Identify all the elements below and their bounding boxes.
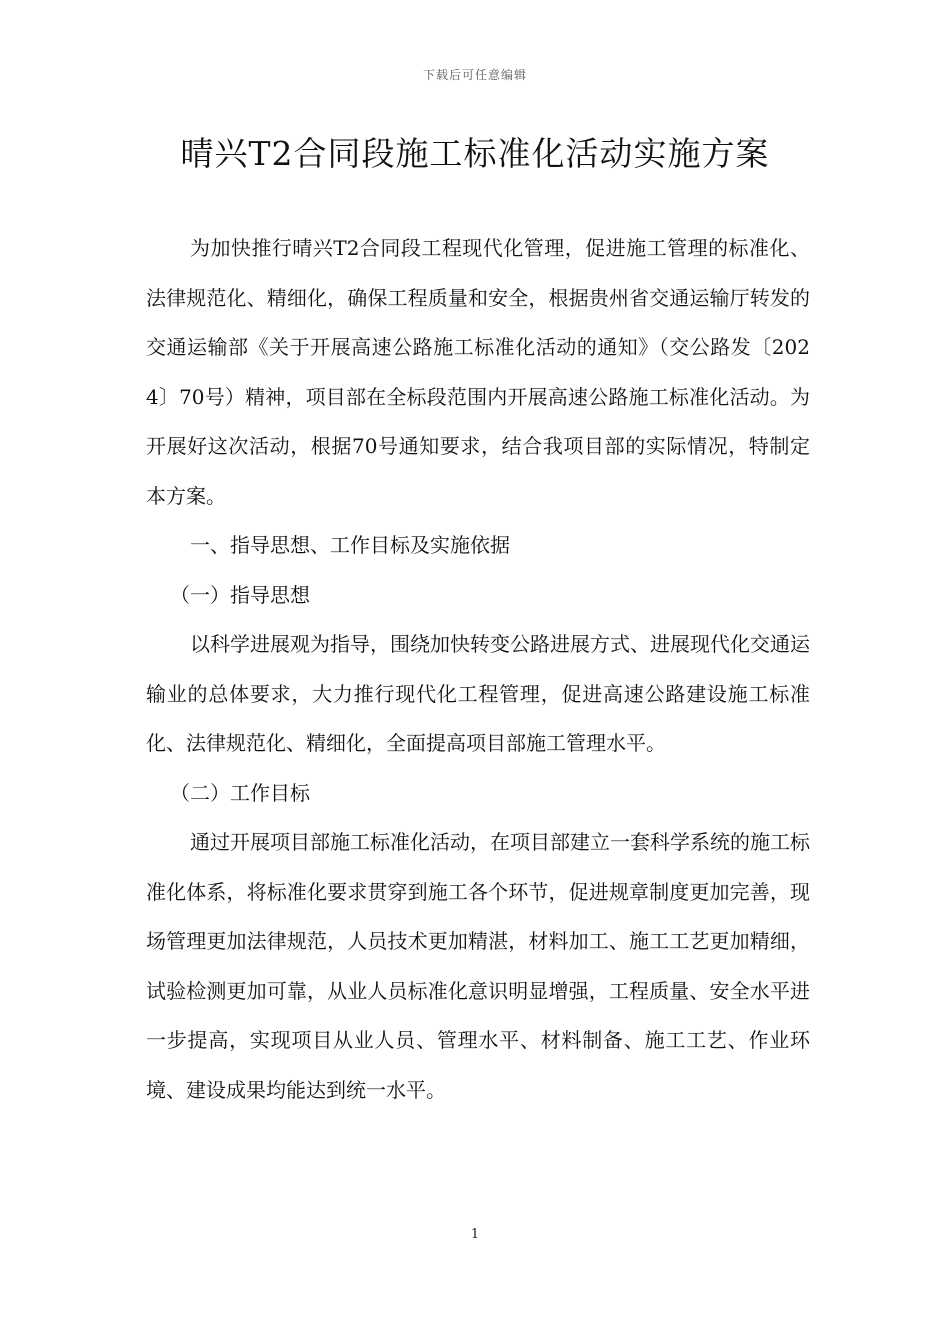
document-body (146, 224, 810, 1115)
subsection-heading-work-goal: （二）工作目标 (170, 780, 310, 805)
work-goal-paragraph: 通过开展项目部施工标准化活动，在项目部建立一套科学系统的施工标准化体系，将标准化要求贯穿到施工各个环节，促进规章制度更加完善，现场管理更加法律规范，人员技术更加精湛，材料加工、施工工艺更加精细，试验检测更加可靠，从业人员标准化意识明显增强，工程质量、安全水平进一步提高，实现项目从业人员、管理水平、材料制备、施工工艺、作业环境、建设成果均能达到统一水平。 (146, 830, 810, 1102)
document-title: 晴兴T2合同段施工标准化活动实施方案 (180, 134, 770, 173)
guiding-thought-paragraph: 以科学进展观为指导，围绕加快转变公路进展方式、进展现代化交通运输业的总体要求，大力推行现代化工程管理，促进高速公路建设施工标准化、法律规范化、精细化，全面提高项目部施工管理水平。 (146, 632, 810, 755)
subsection-heading-guiding-thought: （一）指导思想 (170, 582, 310, 607)
section-heading: 一、指导思想、工作目标及实施依据 (190, 533, 510, 557)
header-watermark: 下载后可任意编辑 (422, 68, 527, 82)
page-number: 1 (470, 1227, 480, 1242)
intro-paragraph: 为加快推行晴兴T2合同段工程现代化管理，促进施工管理的标准化、法律规范化、精细化，确保工程质量和安全，根据贵州省交通运输厅转发的交通运输部《关于开展高速公路施工标准化活动的通知》（交公路发〔2024〕70号）精神，项目部在全标段范围内开展高速公路施工标准化活动。为开展好这次活动，根据70号通知要求，结合我项目部的实际情况，特制定本方案。 (146, 236, 810, 508)
